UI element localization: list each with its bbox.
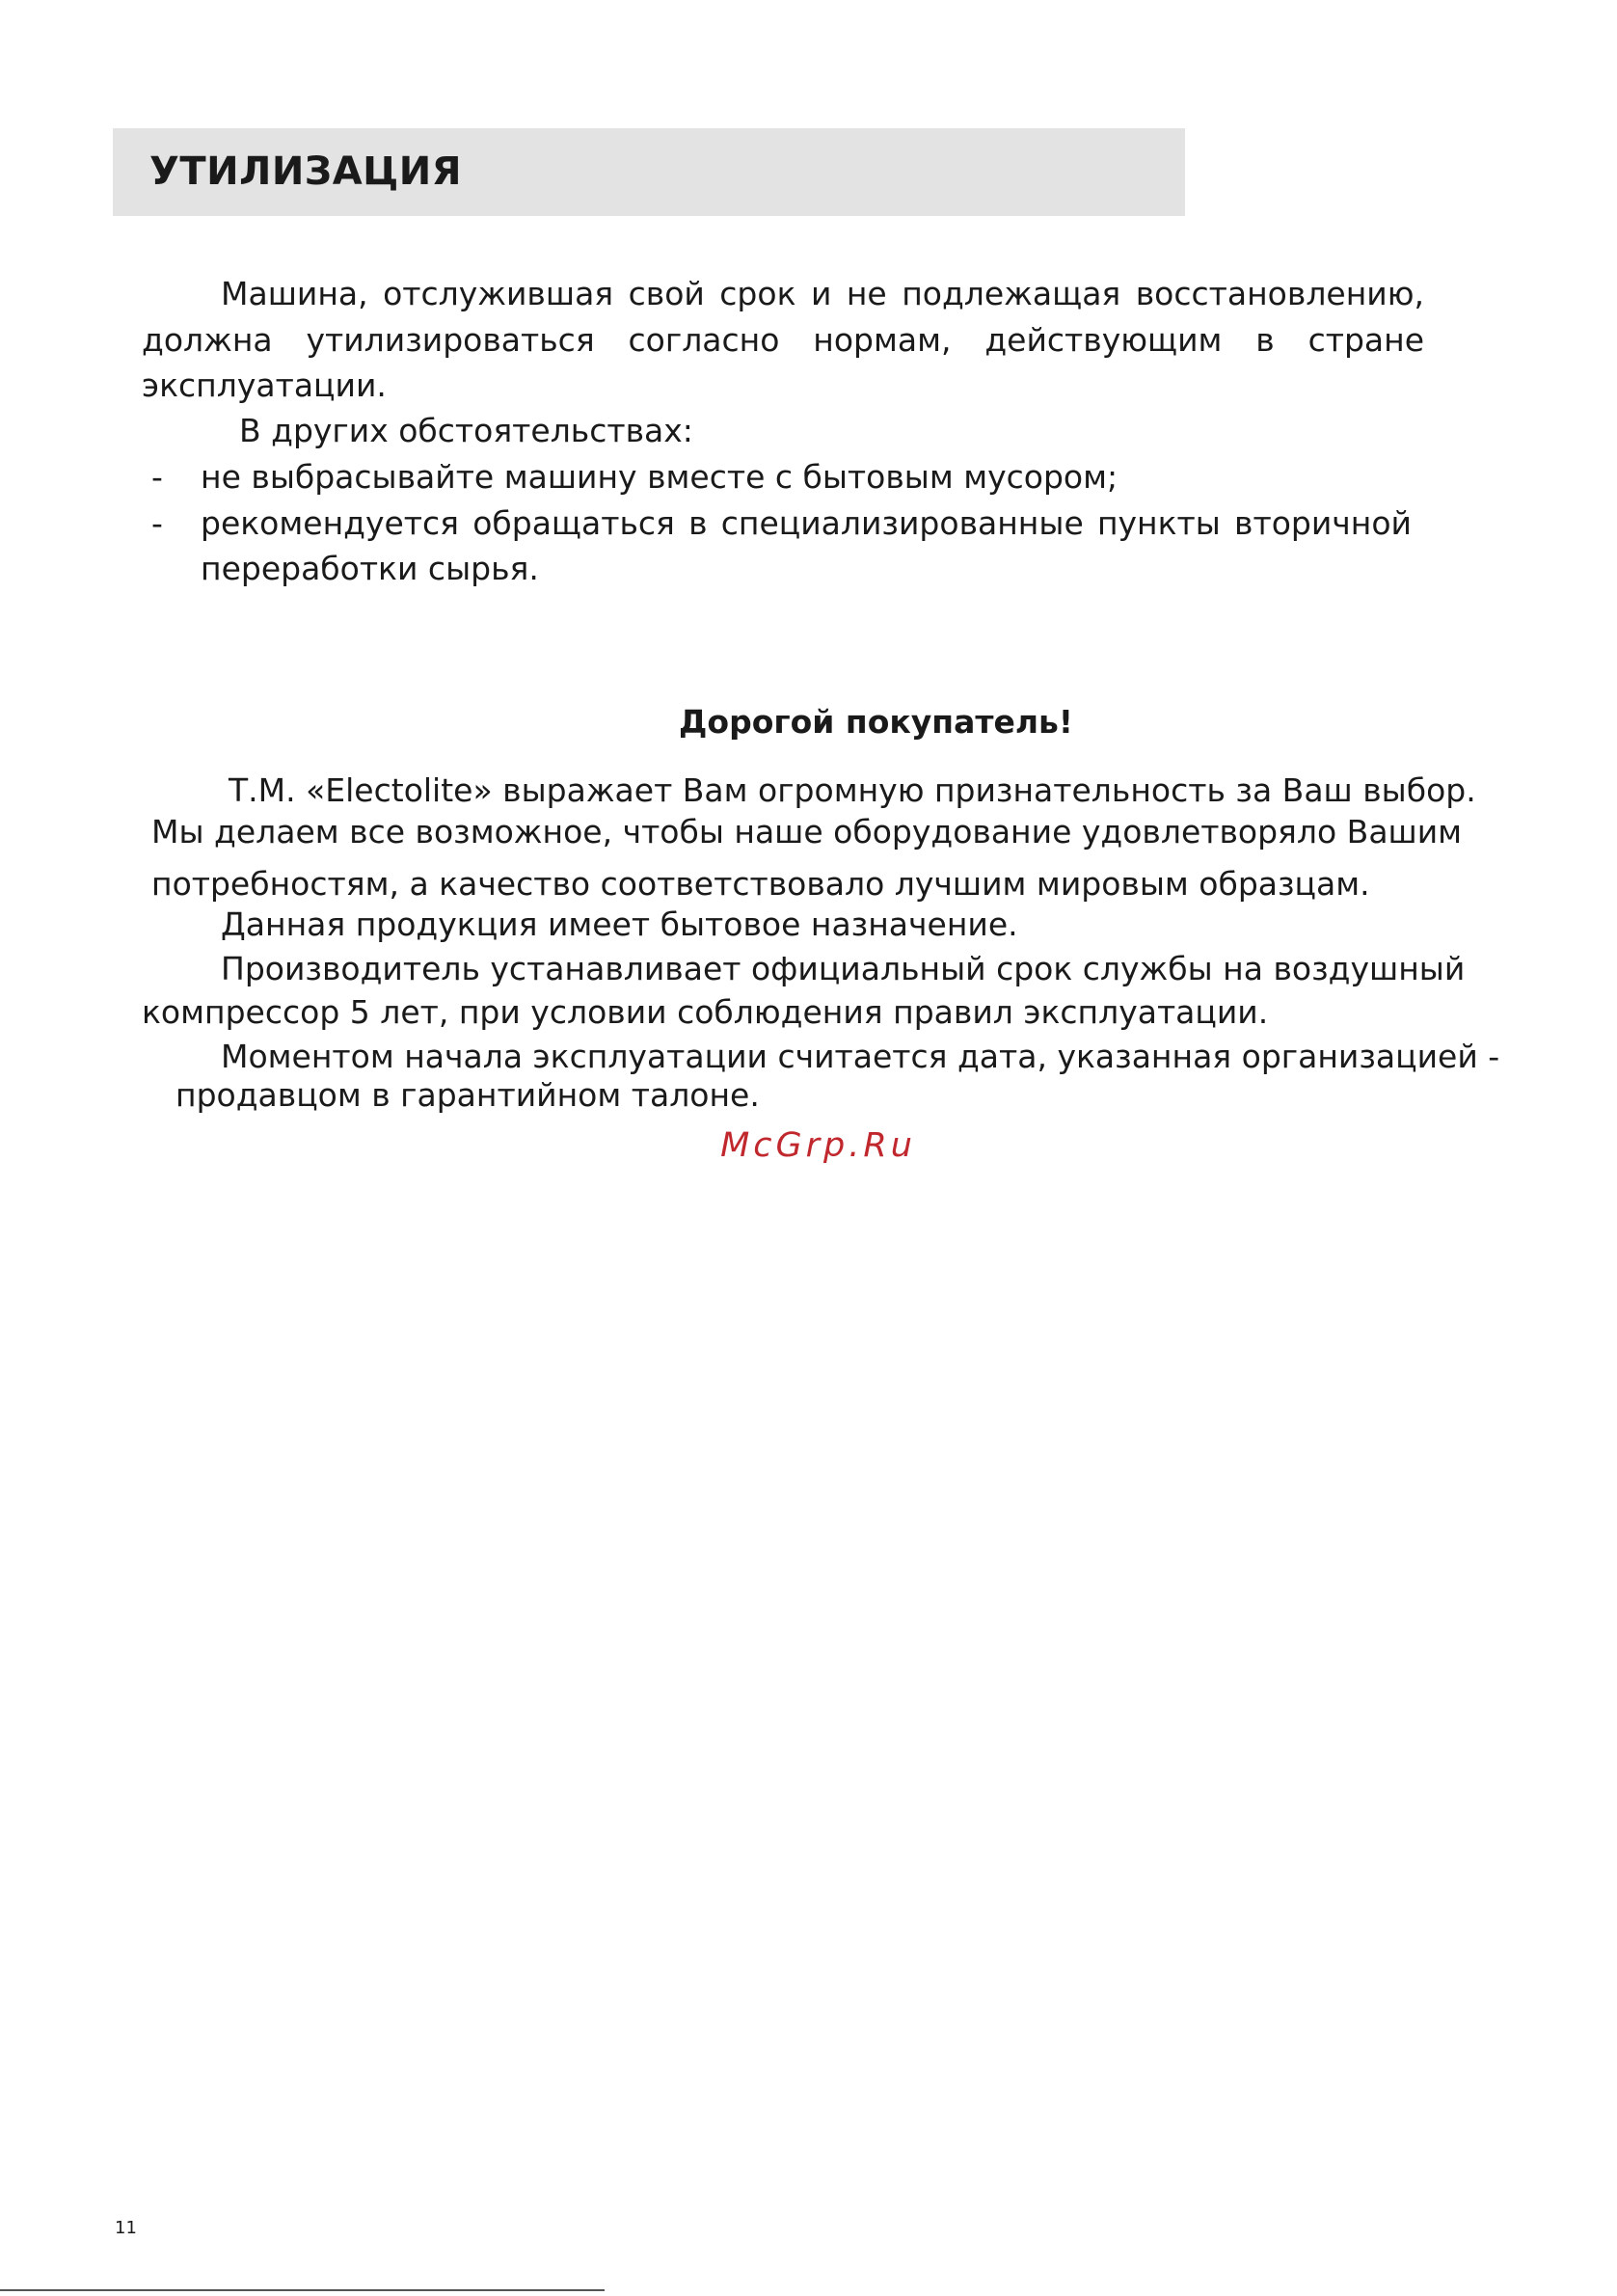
- paragraph-2: В других обстоятельствах:: [239, 412, 693, 449]
- bullet-marker-1: -: [151, 458, 163, 496]
- address-line-1: Т.М. «Electolite» выражает Вам огромную признательность за Ваш выбор.: [229, 771, 1476, 809]
- address-line-2: Мы делаем все возможное, чтобы наше оборудование удовлетворяло Вашим: [151, 813, 1463, 851]
- bullet-item-2-line-1: рекомендуется обращаться в специализированные пункты вторичной: [201, 504, 1412, 542]
- address-line-3: потребностям, а качество соответствовало лучшим мировым образцам.: [151, 865, 1370, 903]
- watermark-text: McGrp.Ru: [720, 1126, 916, 1165]
- paragraph-1-line-1: Машина, отслужившая свой срок и не подлежащая восстановлению,: [221, 275, 1424, 312]
- bullet-item-2-line-2: переработки сырья.: [201, 550, 539, 587]
- address-line-4: Данная продукция имеет бытовое назначение.: [221, 905, 1018, 943]
- address-line-6: компрессор 5 лет, при условии соблюдения правил эксплуатации.: [142, 993, 1269, 1031]
- bullet-marker-2: -: [151, 504, 163, 542]
- address-line-8: продавцом в гарантийном талоне.: [175, 1076, 760, 1114]
- paragraph-1-line-3: эксплуатации.: [142, 366, 387, 404]
- address-title: Дорогой покупатель!: [679, 703, 1073, 741]
- paragraph-1-line-2: должна утилизироваться согласно нормам, действующим в стране: [142, 321, 1424, 359]
- section-title: УТИЛИЗАЦИЯ: [149, 149, 463, 194]
- bottom-rule: [0, 2289, 605, 2291]
- page-number: 11: [115, 2218, 137, 2238]
- bullet-item-1: не выбрасывайте машину вместе с бытовым мусором;: [201, 458, 1118, 496]
- address-line-5: Производитель устанавливает официальный срок службы на воздушный: [221, 950, 1466, 987]
- address-line-7: Моментом начала эксплуатации считается дата, указанная организацией -: [221, 1038, 1500, 1075]
- section-header-bar: [113, 128, 1185, 216]
